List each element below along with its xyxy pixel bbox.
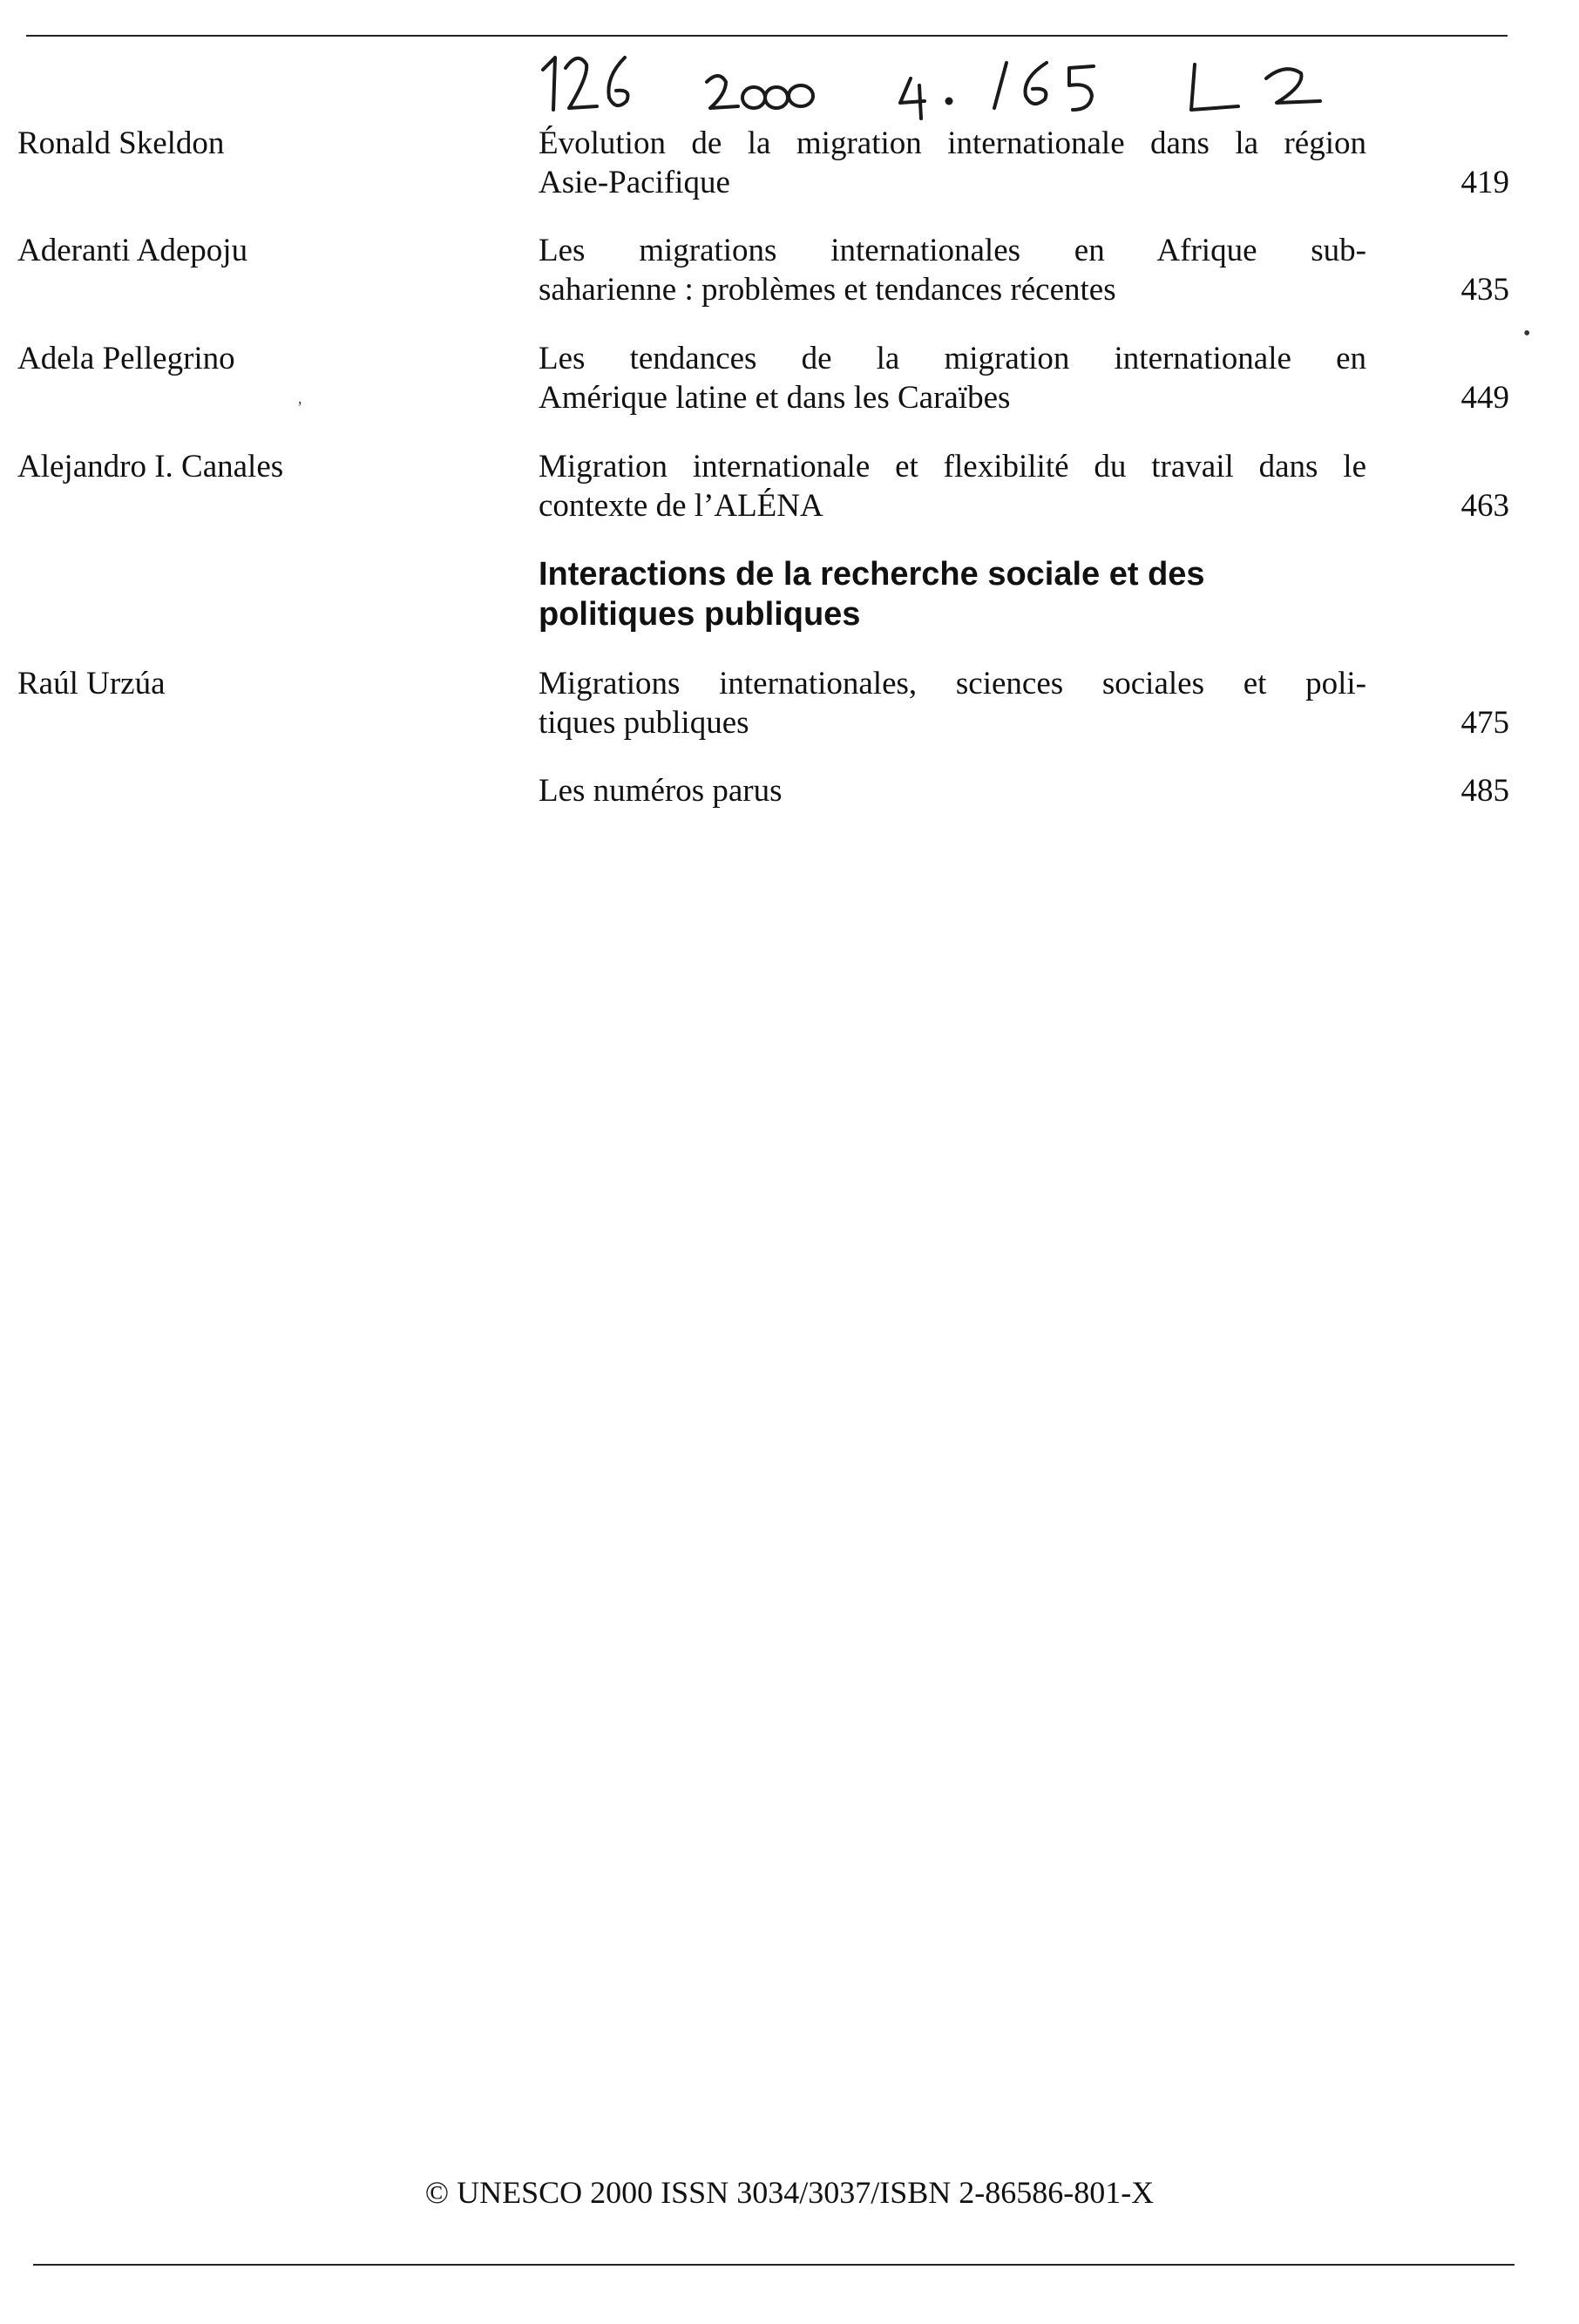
copyright-footer: © UNESCO 2000 ISSN 3034/3037/ISBN 2-86586-801-X <box>424 2175 1155 2210</box>
section-heading <box>539 554 1366 634</box>
entry-author: Raúl Urzúa <box>17 666 166 701</box>
entry-title-line: Les tendances de la migration internationale en <box>539 341 1366 376</box>
entry-title-line: Migrations internationales, sciences sociales et poli- <box>539 666 1366 701</box>
entry-title-line: Évolution de la migration internationale dans la région <box>539 125 1366 161</box>
entry-author: Aderanti Adepoju <box>17 233 248 268</box>
entry-page-number: 463 <box>1460 488 1509 524</box>
entry-title-line: Asie-Pacifique <box>539 165 730 200</box>
entry-title <box>539 339 1366 417</box>
entry-title-line: Les migrations internationales en Afrique sub- <box>539 233 1366 268</box>
entry-title-line: saharienne : problèmes et tendances récentes <box>539 272 1116 308</box>
entry-page-number: 435 <box>1460 272 1509 308</box>
scan-speck: • <box>1523 322 1531 345</box>
bottom-rule <box>33 2264 1515 2266</box>
entry-title-line: tiques publiques <box>539 705 749 741</box>
entry-title-line: Amérique latine et dans les Caraïbes <box>539 380 1011 416</box>
entry-title-line: contexte de l’ALÉNA <box>539 488 823 524</box>
entry-page-number: 419 <box>1460 165 1509 200</box>
handwritten-note <box>536 33 1390 120</box>
entry-title <box>539 447 1366 525</box>
entry-title-line: Les numéros parus <box>539 773 783 809</box>
entry-title <box>539 664 1366 742</box>
entry-title-line: Migration internationale et flexibilité du travail dans le <box>539 449 1366 484</box>
scan-speck: , <box>298 390 302 407</box>
entry-author: Alejandro I. Canales <box>17 449 284 484</box>
entry-author: Ronald Skeldon <box>17 125 225 161</box>
entry-author: Adela Pellegrino <box>17 341 235 376</box>
entry-page-number: 449 <box>1460 380 1509 416</box>
entry-title <box>539 124 1366 202</box>
entry-page-number: 475 <box>1460 705 1509 741</box>
entry-title <box>539 231 1366 309</box>
section-heading-line: Interactions de la recherche sociale et des <box>539 556 1205 593</box>
entry-page-number: 485 <box>1460 773 1509 809</box>
section-heading-line: politiques publiques <box>539 596 861 633</box>
entry-title <box>539 771 1366 810</box>
